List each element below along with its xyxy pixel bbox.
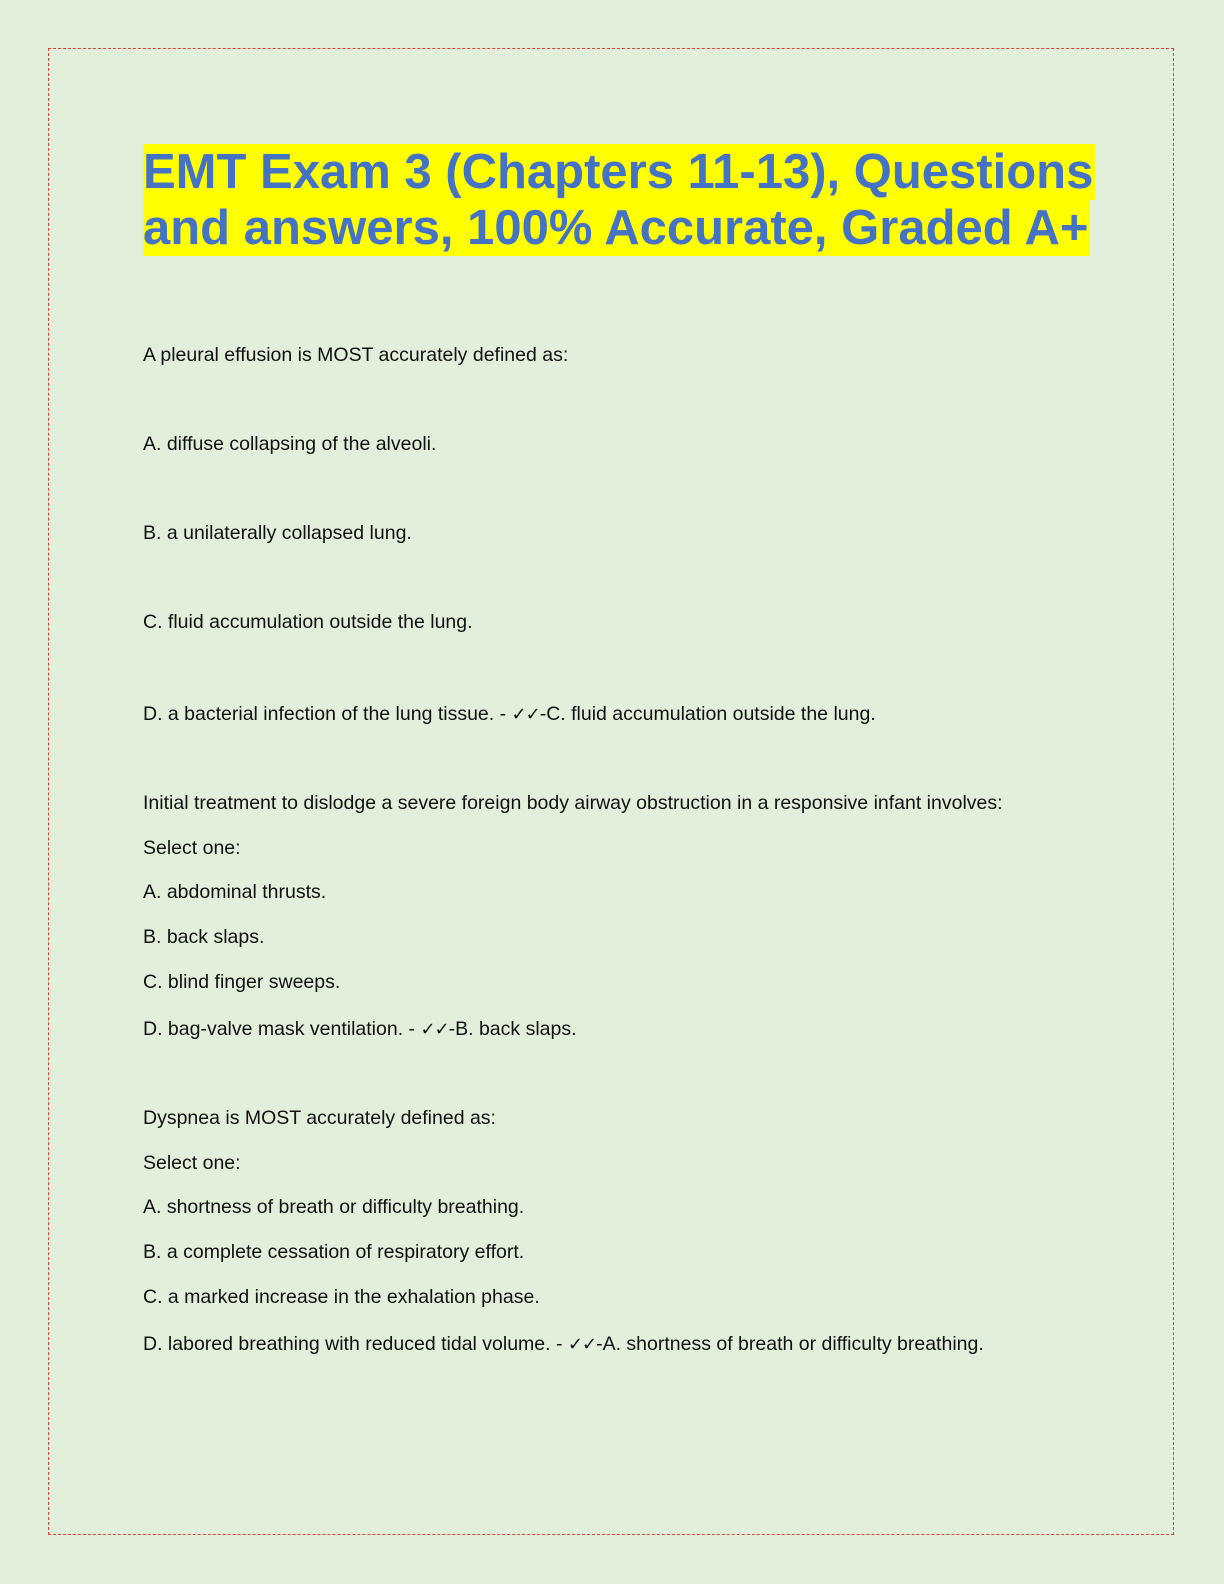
question-3-option-d: [143, 1332, 984, 1357]
question-1-option-d-text: D. a bacterial infection of the lung tissue. -: [143, 703, 512, 725]
question-2-option-d-text: D. bag-valve mask ventilation. -: [143, 1018, 421, 1040]
question-3-option-c: C. a marked increase in the exhalation phase.: [143, 1286, 540, 1308]
question-2-option-b: B. back slaps.: [143, 926, 265, 948]
question-3-stem: Dyspnea is MOST accurately defined as:: [143, 1107, 496, 1129]
question-2-answer: -B. back slaps.: [448, 1018, 577, 1040]
question-2-option-d: [143, 1017, 577, 1042]
question-1-answer: -C. fluid accumulation outside the lung.: [539, 703, 876, 725]
checkmark-icon: ✓✓: [420, 1019, 449, 1040]
question-1-option-b: B. a unilaterally collapsed lung.: [143, 522, 412, 544]
checkmark-icon: ✓✓: [511, 704, 540, 725]
question-1-option-a: A. diffuse collapsing of the alveoli.: [143, 433, 437, 455]
title-line-2: and answers, 100% Accurate, Graded A+: [143, 201, 1089, 255]
question-2-prompt: Select one:: [143, 837, 241, 859]
title-line-1: EMT Exam 3 (Chapters 11-13), Questions: [143, 145, 1094, 199]
question-1-stem: A pleural effusion is MOST accurately defined as:: [143, 344, 569, 366]
question-2-option-c: C. blind finger sweeps.: [143, 971, 341, 993]
question-3-option-b: B. a complete cessation of respiratory effort.: [143, 1241, 525, 1263]
question-1-option-d: [143, 702, 876, 727]
question-2-option-a: A. abdominal thrusts.: [143, 881, 327, 903]
question-3-option-a: A. shortness of breath or difficulty breathing.: [143, 1196, 525, 1218]
checkmark-icon: ✓✓: [567, 1334, 597, 1355]
question-1-option-c: C. fluid accumulation outside the lung.: [143, 611, 473, 633]
document-title: [143, 144, 1094, 256]
question-3-prompt: Select one:: [143, 1152, 241, 1174]
question-2-stem: Initial treatment to dislodge a severe foreign body airway obstruction in a responsive infant involves:: [143, 792, 1003, 814]
question-3-answer: -A. shortness of breath or difficulty breathing.: [596, 1333, 984, 1355]
question-3-option-d-text: D. labored breathing with reduced tidal volume. -: [143, 1333, 568, 1355]
